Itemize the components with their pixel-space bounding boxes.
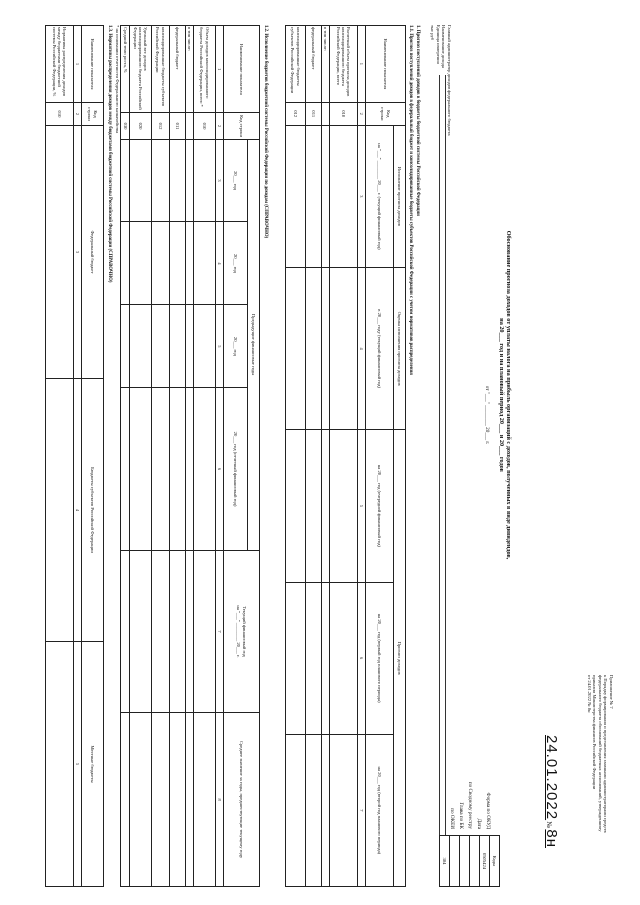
col-current-header xyxy=(224,550,260,712)
row-name: федеральный бюджет xyxy=(306,26,322,103)
code-label: по ОКЕИ xyxy=(449,808,455,829)
table-row xyxy=(186,26,194,887)
section11-title: 1.1. Прогноз поступлений доходов в федеральный бюджет и консолидированные бюджеты субъектов Российской Федерации с учетом нормативов распределения xyxy=(408,25,413,375)
column-number: 6 xyxy=(216,388,224,550)
approval-date: 24.01.2022 xyxy=(543,735,560,821)
table-row xyxy=(170,26,186,887)
table-1-3 xyxy=(45,25,104,887)
row-code: 012 xyxy=(286,102,306,125)
row-code: 012 xyxy=(152,113,170,139)
row-name: консолидированные бюджеты субъектов Российской Федерации xyxy=(286,26,306,103)
row-code: 011 xyxy=(306,102,322,125)
col-code-header: Код строки xyxy=(224,113,260,139)
meta-fields xyxy=(430,25,452,265)
table-1-2 xyxy=(120,25,260,887)
column-number: 5 xyxy=(358,430,366,582)
annex-title: Приложение № 7 xyxy=(609,675,614,709)
code-value xyxy=(460,836,470,887)
current-sub: на "___" ________ 20___ г. xyxy=(236,605,242,658)
code-label: Форма по ОКУД xyxy=(485,792,491,829)
table-row xyxy=(322,26,330,887)
column-number: 4 xyxy=(216,222,224,305)
annex-line: к Порядку формирования и представления главными администраторами средств xyxy=(603,675,609,833)
row-name: Средний темп роста, % xyxy=(121,26,130,113)
plan-y2: на 20___ год (первый год планового периода) xyxy=(366,582,394,734)
plan-y1: на 20___ год (очередной финансовый год) xyxy=(366,430,394,582)
column-number: 1 xyxy=(358,26,366,103)
meta-rule xyxy=(439,75,440,835)
table-row xyxy=(130,26,152,887)
meta-field: Главный администратор доходов федерального бюджета xyxy=(447,25,452,136)
column-number: 7 xyxy=(216,550,224,712)
approval-signature xyxy=(542,735,560,895)
est-period: в 20___ году (текущий финансовый год) xyxy=(366,268,394,430)
column-number: 3 xyxy=(358,125,366,267)
annex-line: от 24.01.2022 № 8н xyxy=(587,675,592,713)
row-name: Нормативы распределения доходов между бюджетами бюджетной системы Российской Федерации, % xyxy=(46,26,74,103)
table-row xyxy=(286,26,306,887)
meta-rule xyxy=(445,75,446,835)
column-number: 2 xyxy=(216,113,224,139)
code-label: Дата xyxy=(476,818,482,829)
column-number: 3 xyxy=(74,126,82,379)
row-code: 030 xyxy=(121,113,130,139)
row-code: 020 xyxy=(130,113,152,139)
row-name: Расчетный объем прогноза доходов консолидированного бюджета Российской Федерации, всего xyxy=(330,26,358,103)
row-code: 010 xyxy=(46,103,74,126)
row-name: в том числе: xyxy=(322,26,330,103)
section13-title: 1.3. Нормативы распределения доходов между бюджетами бюджетной системы Российской Федерации (СПРАВОЧНО) xyxy=(107,25,112,283)
row-code: 010 xyxy=(330,102,358,125)
row-name: Удельный вес доходов консолидированного бюджета Российской Федерации xyxy=(130,26,152,113)
code-value: 384 xyxy=(440,836,450,887)
meta-field: Наименование дохода xyxy=(441,25,447,68)
code-value xyxy=(450,836,460,887)
column-number: 4 xyxy=(74,379,82,642)
col-name-header: Наименование показателя xyxy=(82,26,104,103)
col-code-header: Код строки xyxy=(82,103,104,126)
heading-date-line: от "___" ________ 20___ г. xyxy=(484,385,490,445)
row-name: консолидированные бюджеты субъектов Российской Федерации xyxy=(152,26,170,113)
row-code: 010 xyxy=(194,113,216,139)
prev-y3: 20___ год xyxy=(224,305,248,388)
row-code xyxy=(322,102,330,125)
table-row xyxy=(121,26,130,887)
prev-y1: 20___ год xyxy=(224,139,248,222)
col-prev-header: Предыдущие финансовые годы xyxy=(248,139,260,550)
col-plan-header: Прогноз доходов xyxy=(394,430,406,887)
column-number: 5 xyxy=(74,642,82,887)
column-number: 2 xyxy=(358,102,366,125)
col-est-header: Оценка исполнения прогноза доходов xyxy=(394,268,406,430)
table-1-1 xyxy=(285,25,406,887)
annex-line: приказом Министерства финансов Российской Федерации xyxy=(592,675,598,790)
approval-number-label: № xyxy=(545,821,553,829)
heading-line2: на 20___ год и на плановый период 20___ и 20___ годов xyxy=(497,318,505,472)
col-subj-header: Бюджеты субъектов Российской Федерации xyxy=(82,379,104,642)
column-number: 1 xyxy=(216,26,224,113)
row-name: федеральный бюджет xyxy=(170,26,186,113)
code-value xyxy=(470,836,480,887)
column-number: 2 xyxy=(74,103,82,126)
column-number: 1 xyxy=(74,26,82,103)
table-row xyxy=(152,26,170,887)
col-name-header: Наименование показателя xyxy=(224,26,260,113)
heading-line1: Обоснование прогноза доходов от уплаты налога на прибыль организаций с доходов, полученных в виде дивидендов, xyxy=(505,230,512,560)
col-local-header: Местные бюджеты xyxy=(82,642,104,887)
column-number: 5 xyxy=(216,305,224,388)
approval-number: 8н xyxy=(543,829,560,848)
col-fed-header: Федеральный бюджет xyxy=(82,126,104,379)
plan-y3: на 20___ год (второй год планового периода) xyxy=(366,734,394,886)
row-code: 011 xyxy=(170,113,186,139)
current-title: Текущий финансовый год xyxy=(241,606,247,657)
col-name-header: Наименование показателя xyxy=(366,26,406,103)
table-row xyxy=(46,26,74,887)
meta-field: Единица измерения xyxy=(436,25,441,64)
code-label: по Сводному реестру xyxy=(467,781,473,829)
column-number: 7 xyxy=(358,734,366,886)
codes-table xyxy=(439,835,500,887)
section12-title: 1.2. Исполнение бюджетов бюджетной системы Российской Федерации по доходам (СПРАВОЧНО) xyxy=(263,25,268,239)
table-row xyxy=(330,26,358,887)
meta-field: тыс руб xyxy=(430,25,436,41)
codes-header: Коды xyxy=(490,836,500,887)
prev-y4: 20___ год (отчетный финансовый год) xyxy=(224,388,248,550)
code-label: Глава по БК xyxy=(458,802,464,829)
column-number: 6 xyxy=(358,582,366,734)
codes-labels xyxy=(446,703,500,833)
prev-y2: 20___ год xyxy=(224,222,248,305)
row-name: Объем доходов консолидированного бюджета Российской Федерации, всего * xyxy=(194,26,216,113)
column-number: 3 xyxy=(216,139,224,222)
table-row xyxy=(194,26,216,887)
column-number: 4 xyxy=(358,268,366,430)
rotated-page xyxy=(10,15,620,895)
table-row xyxy=(306,26,322,887)
document-heading xyxy=(497,135,512,655)
col-avg-header: Среднее значение за годы, предшествующие текущему году xyxy=(224,713,260,887)
annex-line: федерального бюджета обоснований бюджетных ассигнований, утвержденному xyxy=(598,675,603,832)
col-code-header: Код строки xyxy=(366,102,406,125)
col-fact-header: Исполнение прогноза доходов xyxy=(394,125,406,267)
fact-period: на "___" ________ 20___ г. (текущий финансовый год) xyxy=(366,125,394,267)
annex-block xyxy=(587,675,615,885)
code-value: 0505424 xyxy=(480,836,490,887)
row-code xyxy=(186,113,194,139)
column-number: 8 xyxy=(216,713,224,887)
row-name: в том числе: xyxy=(186,26,194,113)
section12-footnote: * на основании отчетности Федерального казначейства xyxy=(115,25,120,134)
section1-title: 1. Прогноз поступлений доходов в бюджеты бюджетной системы Российской Федерации xyxy=(415,25,420,216)
